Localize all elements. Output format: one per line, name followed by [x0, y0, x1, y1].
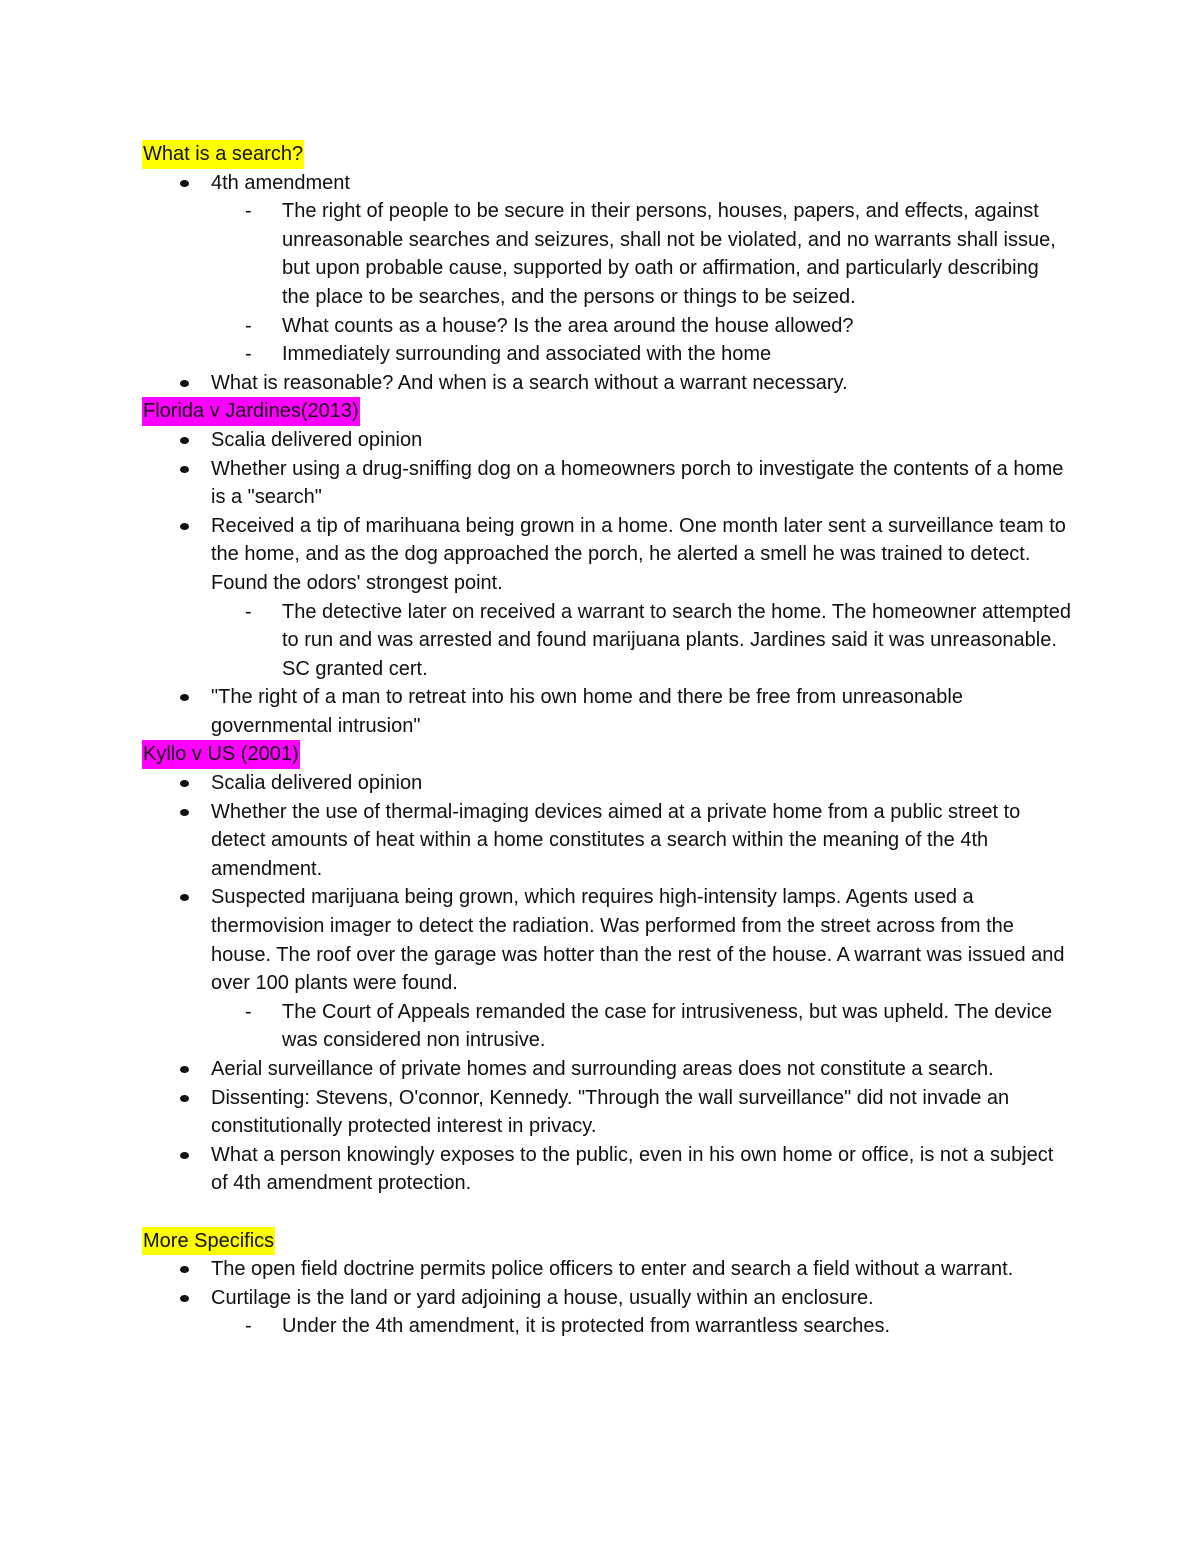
section-heading-line: [142, 1227, 1072, 1256]
bullet-item: [211, 1255, 1072, 1284]
bullet-item: [211, 769, 1072, 798]
bullet-text: Whether using a drug-sniffing dog on a homeowners porch to investigate the contents of a home is a "search": [211, 457, 1064, 509]
bullet-item: [211, 426, 1072, 455]
dash-text: What counts as a house? Is the area around the house allowed?: [282, 314, 854, 337]
bullet-icon: [180, 1295, 189, 1302]
section-heading: Kyllo v US (2001): [142, 740, 300, 769]
dash-icon: -: [245, 343, 252, 366]
bullet-list: [142, 1255, 1072, 1341]
section-heading: Florida v Jardines(2013): [142, 397, 360, 426]
document-body: [142, 140, 1072, 1341]
bullet-icon: [180, 437, 189, 444]
dash-item: [245, 340, 1072, 369]
dash-list: [211, 1312, 1072, 1341]
bullet-text: Scalia delivered opinion: [211, 428, 423, 451]
bullet-item: [211, 1055, 1072, 1084]
bullet-icon: [180, 694, 189, 701]
bullet-item: [211, 1284, 1072, 1341]
bullet-item: [211, 512, 1072, 684]
bullet-item: [211, 683, 1072, 740]
bullet-text: "The right of a man to retreat into his own home and there be free from unreasonable governmental intrusion": [211, 686, 963, 737]
dash-icon: -: [245, 200, 252, 223]
dash-icon: -: [245, 314, 252, 337]
dash-item: [245, 998, 1072, 1055]
section-heading: What is a search?: [142, 140, 304, 169]
bullet-icon: [180, 1095, 189, 1102]
bullet-icon: [180, 180, 189, 187]
bullet-item: [211, 455, 1072, 512]
section-heading: More Specifics: [142, 1227, 275, 1256]
bullet-text: What a person knowingly exposes to the public, even in his own home or office, is not a subject of 4th amendment protection.: [211, 1143, 1054, 1195]
dash-item: [245, 312, 1072, 341]
bullet-item: [211, 798, 1072, 884]
bullet-list: [142, 769, 1072, 1198]
dash-text: The Court of Appeals remanded the case for intrusiveness, but was upheld. The device was considered non intrusive.: [282, 1000, 1053, 1052]
dash-item: [245, 197, 1072, 311]
bullet-icon: [180, 466, 189, 473]
dash-icon: -: [245, 600, 252, 623]
bullet-icon: [180, 1266, 189, 1273]
bullet-text: What is reasonable? And when is a search without a warrant necessary.: [211, 371, 848, 394]
dash-item: [245, 1312, 1072, 1341]
section-heading-line: [142, 740, 1072, 769]
bullet-text: The open field doctrine permits police officers to enter and search a field without a warrant.: [211, 1258, 1014, 1281]
bullet-icon: [180, 1152, 189, 1159]
dash-text: Immediately surrounding and associated with the home: [282, 343, 772, 366]
bullet-list: [142, 169, 1072, 398]
bullet-item: [211, 1141, 1072, 1198]
section-heading-line: [142, 140, 1072, 169]
dash-list: [211, 998, 1072, 1055]
dash-icon: -: [245, 1315, 252, 1338]
bullet-text: Suspected marijuana being grown, which requires high-intensity lamps. Agents used a thermovision imager to detect the radiation. Was performed from the street across from the house. The roof over the garage was hotter than the rest of the house. A warrant was issued and over 100 plants were found.: [211, 886, 1065, 995]
dash-text: The detective later on received a warrant to search the home. The homeowner attempted to run and was arrested and found marijuana plants. Jardines said it was unreasonable. SC granted cert.: [282, 600, 1071, 680]
dash-text: The right of people to be secure in their persons, houses, papers, and effects, against unreasonable searches and seizures, shall not be violated, and no warrants shall issue, but upon probable cause, supported by oath or affirmation, and particularly describing the place to be searches, and the persons or things to be seized.: [282, 200, 1056, 308]
dash-list: [211, 197, 1072, 369]
bullet-item: [211, 883, 1072, 1055]
section-heading-line: [142, 397, 1072, 426]
bullet-text: Dissenting: Stevens, O'connor, Kennedy. "Through the wall surveillance" did not invade an constitutionally protected interest in privacy.: [211, 1086, 1010, 1138]
bullet-text: Scalia delivered opinion: [211, 772, 423, 795]
bullet-icon: [180, 1066, 189, 1073]
bullet-text: Curtilage is the land or yard adjoining a house, usually within an enclosure.: [211, 1286, 874, 1309]
dash-text: Under the 4th amendment, it is protected from warrantless searches.: [282, 1315, 891, 1338]
bullet-text: Received a tip of marihuana being grown in a home. One month later sent a surveillance team to the home, and as the dog approached the porch, he alerted a smell he was trained to detect. Found the odors' strongest point.: [211, 514, 1066, 594]
bullet-item: [211, 169, 1072, 369]
bullet-item: [211, 369, 1072, 398]
dash-item: [245, 598, 1072, 684]
bullet-item: [211, 1084, 1072, 1141]
bullet-icon: [180, 809, 189, 816]
bullet-icon: [180, 780, 189, 787]
dash-icon: -: [245, 1000, 252, 1023]
bullet-icon: [180, 380, 189, 387]
bullet-text: 4th amendment: [211, 171, 350, 194]
dash-list: [211, 598, 1072, 684]
bullet-icon: [180, 894, 189, 901]
bullet-text: Whether the use of thermal-imaging devices aimed at a private home from a public street to detect amounts of heat within a home constitutes a search within the meaning of the 4th amendment.: [211, 800, 1021, 880]
bullet-list: [142, 426, 1072, 741]
bullet-icon: [180, 523, 189, 530]
bullet-text: Aerial surveillance of private homes and surrounding areas does not constitute a search.: [211, 1058, 994, 1080]
blank-line: [142, 1198, 1072, 1227]
